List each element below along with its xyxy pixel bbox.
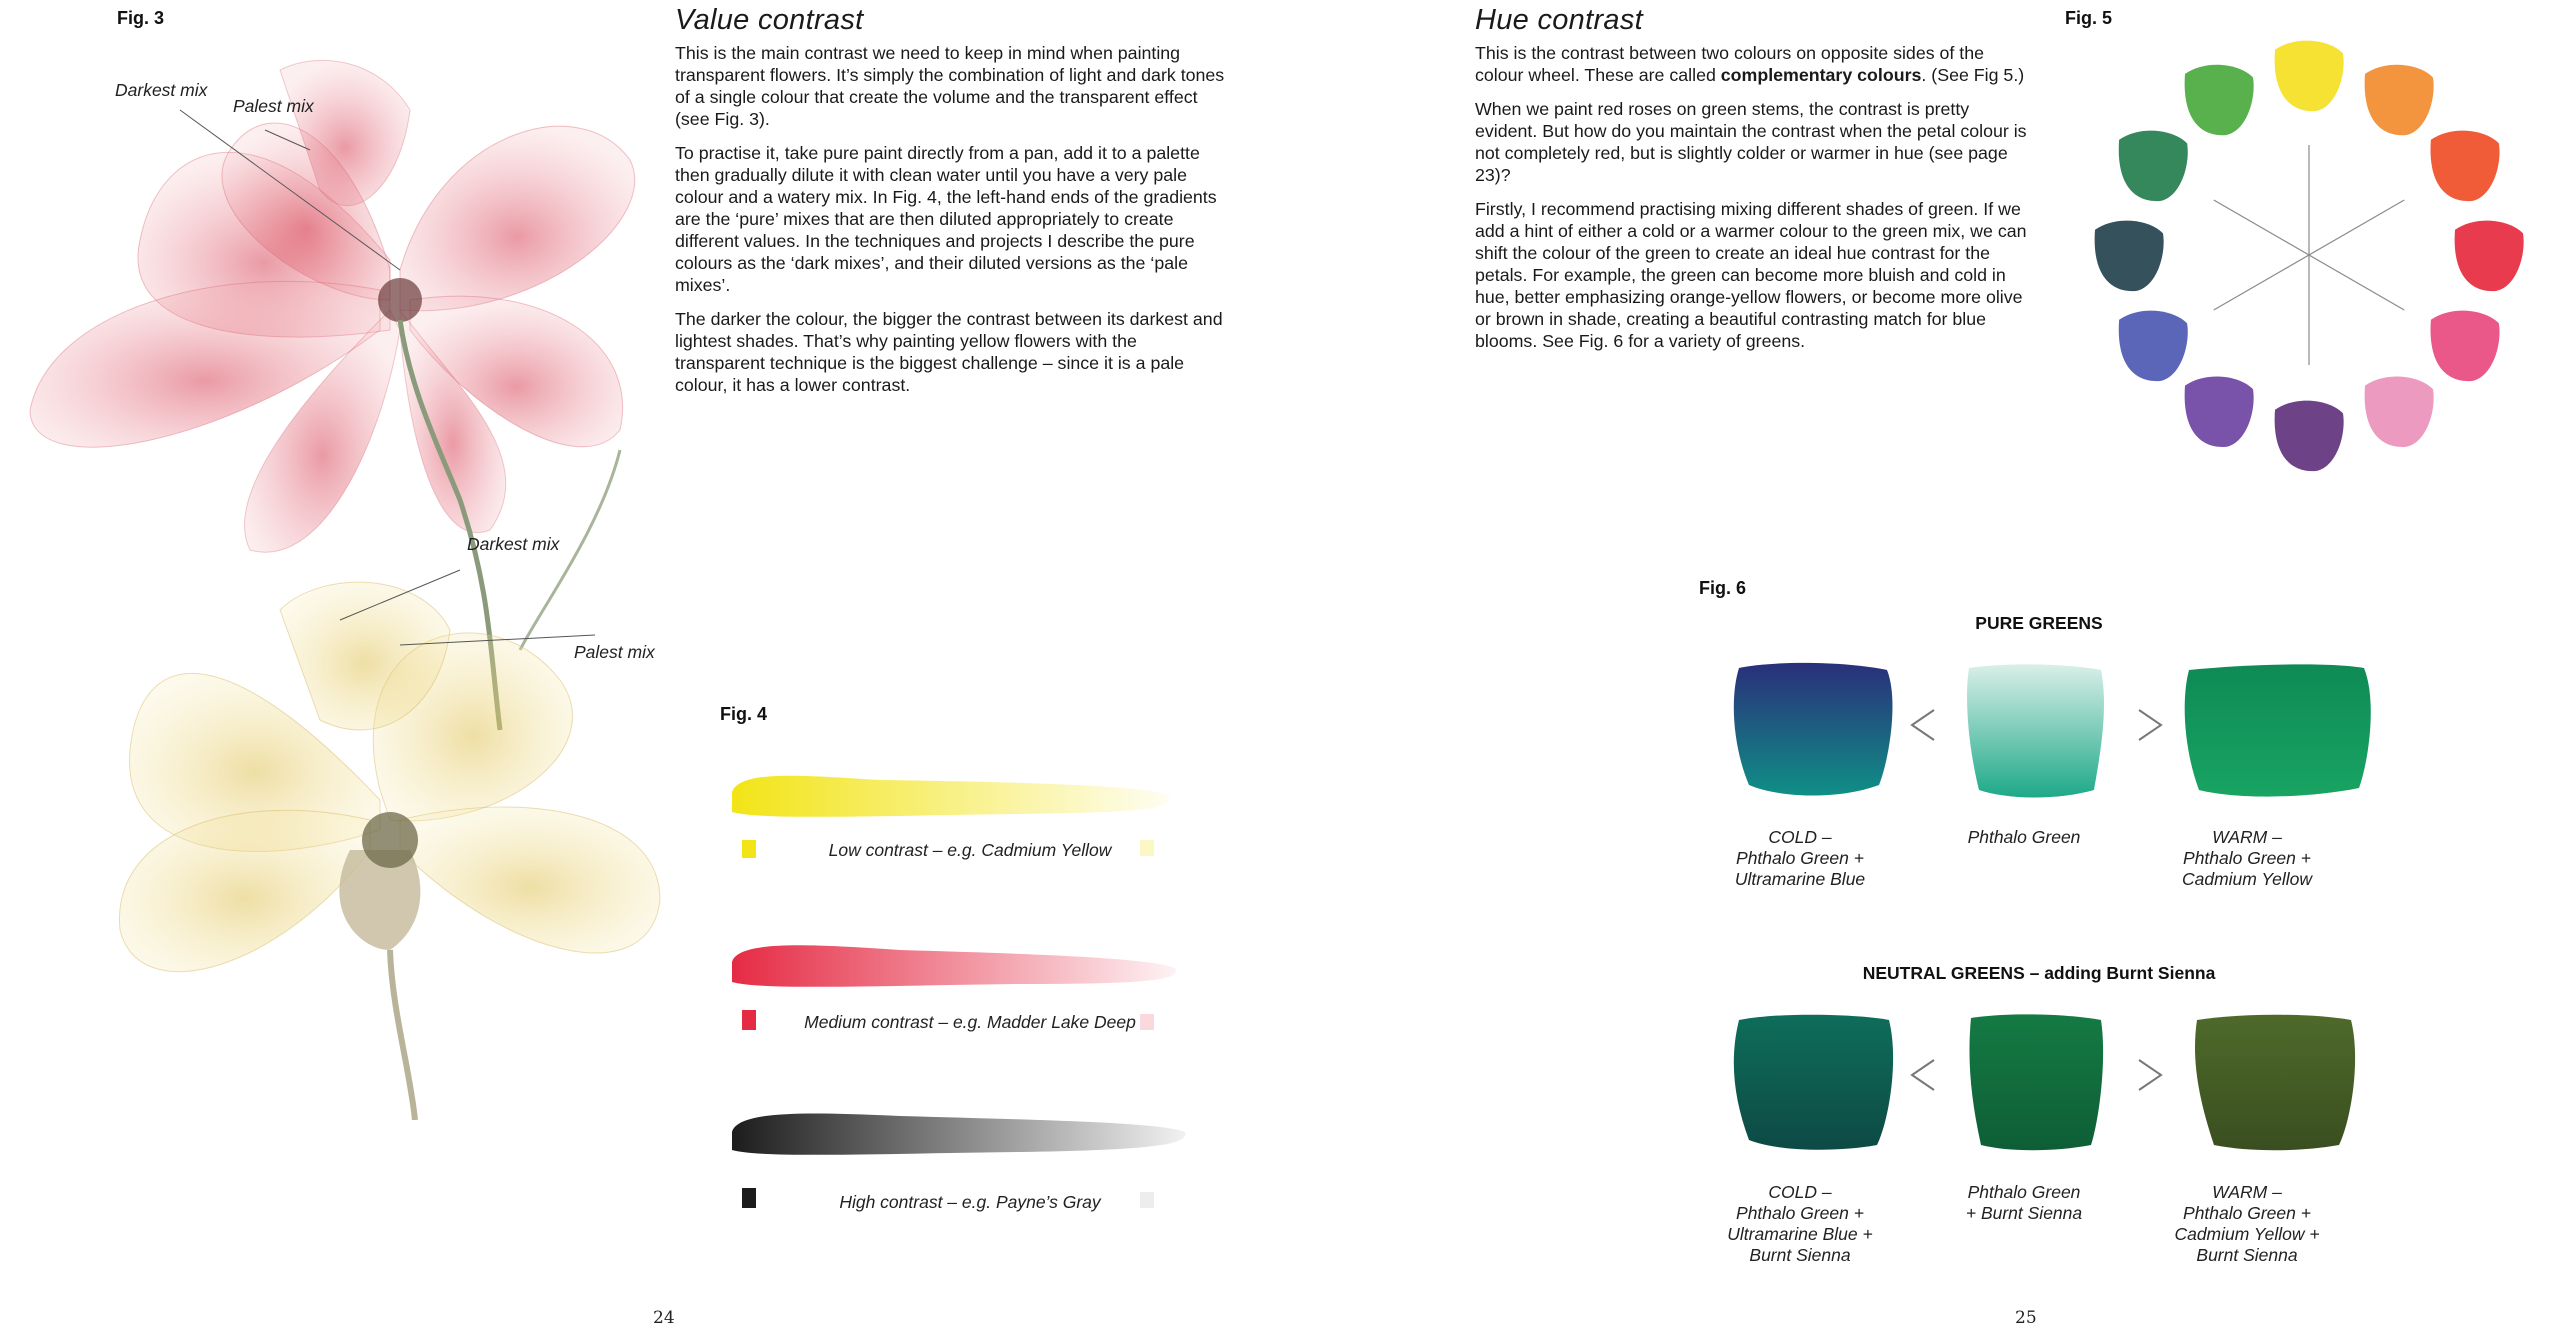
wheel-colour-swatch (2275, 401, 2344, 472)
neutral-greens-heading: NEUTRAL GREENS – adding Burnt Sienna (1862, 963, 2216, 983)
caption-line: Ultramarine Blue + (1727, 1224, 1873, 1244)
wheel-colour-swatch (2455, 221, 2524, 292)
fig4-gradient-strips (720, 740, 1220, 1240)
value-contrast-paragraph-2: To practise it, take pure paint directly from a pan, add it to a palette then gradually dilute it with clean water until you have a very pale colour and a watery mix. In Fig. 4, the left-hand ends of the gradients are the ‘pure’ mixes that are then diluted appropriately to create different values. In the techniques and projects I describe the pure colours as the ‘dark mixes’, and their diluted versions as the ‘pale mixes’. (675, 143, 1217, 295)
swatch-cold-pure (1734, 663, 1893, 796)
complementary-colours-term: complementary colours (1720, 65, 1922, 85)
caption-warm-pure (2137, 827, 2357, 890)
fig3-annotation-yellow-darkest: Darkest mix (467, 534, 560, 554)
less-than-symbol-pure (1912, 710, 1934, 740)
caption-line: Burnt Sienna (1749, 1245, 1851, 1265)
hue-contrast-paragraph-2: When we paint red roses on green stems, the contrast is pretty evident. But how do you maintain the contrast when the petal colour is not completely red, but is slightly colder or warmer in hue (see page 23)? (1475, 99, 2027, 185)
caption-line: Phthalo Green + (2183, 848, 2311, 868)
fig6-swatches (1689, 640, 2419, 1200)
caption-cold-pure (1690, 827, 1910, 890)
caption-line: Burnt Sienna (2196, 1245, 2298, 1265)
wheel-colour-swatch (2119, 131, 2188, 202)
hue-contrast-heading: Hue contrast (1475, 4, 1644, 36)
fig4-caption-high: High contrast – e.g. Payne’s Gray (839, 1192, 1101, 1212)
hue-p1-tail: . (See Fig 5.) (1921, 65, 2025, 85)
gradient-strip-yellow (732, 776, 1169, 817)
caption-line: Cadmium Yellow (2181, 869, 2312, 889)
right-page (1277, 0, 2554, 1335)
gradient-strip-red (732, 945, 1176, 987)
value-contrast-heading: Value contrast (675, 4, 864, 36)
caption-line: Phthalo Green (1967, 827, 2081, 847)
greater-than-symbol-neutral (2139, 1060, 2161, 1090)
page-number-left: 24 (653, 1308, 675, 1328)
fig3-label: Fig. 3 (117, 8, 165, 28)
swatch-cold-neutral (1734, 1015, 1893, 1150)
caption-line: WARM – (2212, 1182, 2282, 1202)
hue-p1-text: This is the contrast between two colours on opposite sides of the colour wheel. These are called (1475, 43, 1985, 85)
wheel-colour-swatch (2365, 377, 2434, 448)
wheel-colour-swatch (2185, 65, 2254, 136)
hue-contrast-paragraph-1 (1475, 42, 2030, 86)
wheel-colour-swatch (2119, 311, 2188, 382)
value-contrast-body (675, 42, 1230, 408)
caption-line: Cadmium Yellow + (2174, 1224, 2320, 1244)
caption-line: COLD – (1768, 827, 1832, 847)
wheel-colour-swatch (2365, 65, 2434, 136)
fig3-annotation-red-palest: Palest mix (233, 96, 314, 116)
caption-warm-neutral (2137, 1182, 2357, 1266)
fig3-annotation-red-darkest: Darkest mix (115, 80, 208, 100)
swatch-phthalo-pure (1967, 664, 2104, 797)
fig5-colour-wheel (2072, 20, 2547, 490)
swatch-phthalo-neutral (1969, 1014, 2103, 1150)
fig4-label: Fig. 4 (720, 704, 768, 724)
wheel-colour-swatch (2095, 221, 2164, 292)
value-contrast-paragraph-1: This is the main contrast we need to keep in mind when painting transparent flowers. It’s simply the combination of light and dark tones of a single colour that create the volume and the transparent effect (see Fig. 3). (675, 43, 1225, 129)
pure-greens-heading: PURE GREENS (1975, 613, 2103, 633)
caption-line: + Burnt Sienna (1965, 1203, 2083, 1223)
caption-line: Ultramarine Blue (1734, 869, 1866, 889)
gradient-strip-gray (732, 1113, 1185, 1154)
fig3-annotation-yellow-palest: Palest mix (574, 642, 655, 662)
caption-line: WARM – (2212, 827, 2282, 847)
greater-than-symbol-pure (2139, 710, 2161, 740)
caption-cold-neutral (1690, 1182, 1910, 1266)
wheel-colour-swatch (2185, 377, 2254, 448)
page-number-right: 25 (2015, 1308, 2037, 1328)
wheel-colour-swatch (2431, 131, 2500, 202)
fig6-label: Fig. 6 (1699, 578, 1747, 598)
caption-line: Phthalo Green + (1736, 848, 1864, 868)
fig4-caption-low: Low contrast – e.g. Cadmium Yellow (828, 840, 1112, 860)
caption-line: Phthalo Green + (1736, 1203, 1864, 1223)
fig5-label: Fig. 5 (2065, 8, 2113, 28)
wheel-colour-swatch (2275, 41, 2344, 112)
caption-phthalo-pure (1914, 827, 2134, 848)
value-contrast-paragraph-3: The darker the colour, the bigger the contrast between its darkest and lightest shades. That’s why painting yellow flowers with the transparent technique is the biggest challenge – since it is a pale colour, it has a lower contrast. (675, 309, 1223, 395)
swatch-warm-pure (2185, 664, 2371, 796)
fig3-flower-illustration (20, 30, 680, 1120)
hue-contrast-body (1475, 42, 2030, 364)
caption-line: COLD – (1768, 1182, 1832, 1202)
caption-line: Phthalo Green + (2183, 1203, 2311, 1223)
less-than-symbol-neutral (1912, 1060, 1934, 1090)
wheel-colour-swatch (2431, 311, 2500, 382)
fig4-gradient-svg (720, 740, 1220, 1240)
hue-contrast-paragraph-3: Firstly, I recommend practising mixing different shades of green. If we add a hint of either a cold or a warmer colour to the green mix, we can shift the colour of the green to create an ideal hue contrast for the petals. For example, the green can become more bluish and cold in hue, better emphasizing orange-yellow flowers, or become more olive or brown in shade, creating a beautiful contrasting match for blue blooms. See Fig. 6 for a variety of greens. (1475, 199, 2027, 351)
caption-phthalo-neutral (1914, 1182, 2134, 1224)
caption-line: Phthalo Green (1967, 1182, 2081, 1202)
swatch-warm-neutral (2195, 1015, 2355, 1151)
fig4-caption-medium: Medium contrast – e.g. Madder Lake Deep (804, 1012, 1136, 1032)
